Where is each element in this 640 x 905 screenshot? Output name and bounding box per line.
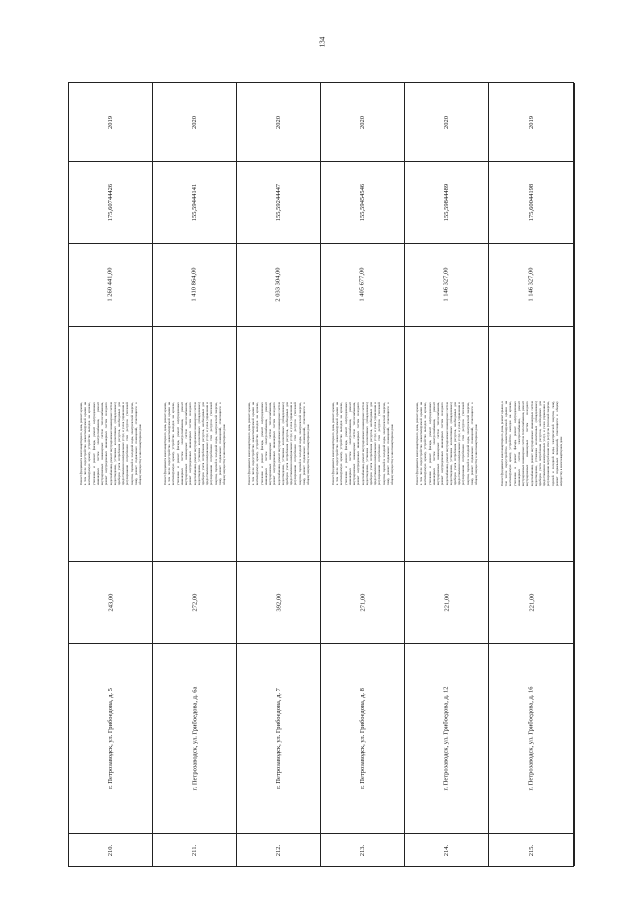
cell-work-description: Ремонт фундамента многоквартирного дома, ремонт крыши, в том числе переустройство невентилируемой крыши на вентилируемую крышу, устройство выходов на кровлю, утепление и ремонт фасада, ремонт внутридомовых инженерных систем электроснабжения, ремонт внутридомовых инженерных систем теплоснабжения, ремонт внутридомовых инженерных систем холодного водоснабжения, ремонт внутридомовых инженерных систем водоотведения, установка коллективных (общедомовых) приборов учета потребления ресурсов, необходимых для предоставления коммунальных услуг, и узлов управления и регулирования потребления этих ресурсов (тепловой энергии, горячей и холодной воды, электрической энергии, газа), ремонт подвальных помещений, относящихся к общему имуществу в многоквартирном доме	[499, 401, 563, 486]
cell-year: 2020	[191, 115, 198, 129]
cell-year: 2020	[359, 115, 366, 129]
cell-row-number: 213.	[359, 844, 366, 857]
cell-work-description: Ремонт фундамента многоквартирного дома, ремонт крыши, в том числе переустройство невентилируемой крыши на вентилируемую крышу, устройство выходов на кровлю, утепление и ремонт фасада, ремонт внутридомовых инженерных систем электроснабжения, ремонт внутридомовых инженерных систем теплоснабжения, ремонт внутридомовых инженерных систем холодного водоснабжения, ремонт внутридомовых инженерных систем водоотведения, установка коллективных (общедомовых) приборов учета потребления ресурсов, необходимых для предоставления коммунальных услуг, и узлов управления и регулирования потребления этих ресурсов (тепловой энергии, горячей и холодной воды, электрической энергии, газа), ремонт подвальных помещений, относящихся к общему имуществу в многоквартирном доме	[162, 402, 226, 485]
cell-year: 2019	[107, 115, 114, 129]
cell-specific-cost: 155,59454546	[359, 183, 366, 221]
table-row	[321, 83, 405, 866]
cell-total-cost: 1 405 677,00	[359, 267, 366, 302]
table-rule	[69, 643, 573, 644]
cell-row-number: 210.	[107, 844, 114, 857]
cell-address: г. Петрозаводск, ул. Грибоедова, д. 8	[359, 687, 366, 789]
cell-work-description: Ремонт фундамента многоквартирного дома, ремонт крыши, в том числе переустройство невентилируемой крыши на вентилируемую крышу, устройство выходов на кровлю, утепление и ремонт фасада, ремонт внутридомовых инженерных систем электроснабжения, ремонт внутридомовых инженерных систем теплоснабжения, ремонт внутридомовых инженерных систем холодного водоснабжения, ремонт внутридомовых инженерных систем водоотведения, установка коллективных (общедомовых) приборов учета потребления ресурсов, необходимых для предоставления коммунальных услуг, и узлов управления и регулирования потребления этих ресурсов (тепловой энергии, горячей и холодной воды, электрической энергии, газа), ремонт подвальных помещений, относящихся к общему имуществу в многоквартирном доме	[414, 402, 478, 485]
cell-area: 271,00	[359, 593, 366, 611]
cell-row-number: 211.	[190, 844, 198, 857]
cell-total-cost: 1 146 327,00	[443, 267, 450, 302]
cell-row-number: 214.	[443, 844, 450, 857]
table-row	[69, 83, 153, 866]
cell-area: 243,00	[107, 593, 114, 611]
cell-specific-cost: 175,60744426	[107, 183, 114, 221]
cell-address: г. Петрозаводск, ул. Грибоедова, д. 5	[107, 687, 114, 789]
cell-specific-cost: 155,59844489	[443, 183, 450, 221]
table-rule	[69, 561, 573, 562]
cell-address: г. Петрозаводск, ул. Грибоедова, д. 7	[275, 687, 282, 789]
cell-year: 2020	[443, 115, 450, 129]
table-row	[237, 83, 321, 866]
table-row	[405, 83, 489, 866]
cell-specific-cost: 175,60044198	[528, 183, 535, 221]
rotated-table	[68, 82, 574, 867]
cell-year: 2019	[528, 115, 535, 129]
cell-area: 392,00	[275, 593, 282, 611]
cell-address: г. Петрозаводск, ул. Грибоедова, д. 12	[443, 685, 450, 791]
cell-work-description: Ремонт фундамента многоквартирного дома, ремонт крыши, в том числе переустройство невентилируемой крыши на вентилируемую крышу, устройство выходов на кровлю, утепление и ремонт фасада, ремонт внутридомовых инженерных систем электроснабжения, ремонт внутридомовых инженерных систем теплоснабжения, ремонт внутридомовых инженерных систем холодного водоснабжения, ремонт внутридомовых инженерных систем водоотведения, установка коллективных (общедомовых) приборов учета потребления ресурсов, необходимых для предоставления коммунальных услуг, и узлов управления и регулирования потребления этих ресурсов (тепловой энергии, горячей и холодной воды, электрической энергии, газа), ремонт подвальных помещений, относящихся к общему имуществу в многоквартирном доме	[246, 402, 310, 485]
cell-work-description: Ремонт фундамента многоквартирного дома, ремонт крыши, в том числе переустройство невентилируемой крыши на вентилируемую крышу, устройство выходов на кровлю, утепление и ремонт фасада, ремонт внутридомовых инженерных систем электроснабжения, ремонт внутридомовых инженерных систем теплоснабжения, ремонт внутридомовых инженерных систем холодного водоснабжения, ремонт внутридомовых инженерных систем водоотведения, установка коллективных (общедомовых) приборов учета потребления ресурсов, необходимых для предоставления коммунальных услуг, и узлов управления и регулирования потребления этих ресурсов (тепловой энергии, горячей и холодной воды, электрической энергии, газа), ремонт подвальных помещений, относящихся к общему имуществу в многоквартирном доме	[78, 402, 142, 485]
cell-area: 221,00	[528, 593, 535, 611]
table-rule	[69, 326, 573, 327]
cell-area: 272,00	[191, 593, 198, 611]
table-row	[153, 83, 237, 866]
cell-address: г. Петрозаводск, ул. Грибоедова, д. 16	[528, 685, 535, 791]
cell-total-cost: 1 260 441,00	[107, 267, 114, 302]
cell-specific-cost: 155,59444141	[191, 183, 198, 221]
table-rule	[69, 161, 573, 162]
table-rule	[69, 243, 573, 244]
cell-total-cost: 1 146 327,00	[528, 267, 535, 302]
cell-specific-cost: 155,59244447	[275, 183, 282, 221]
cell-total-cost: 2 033 304,00	[275, 267, 282, 302]
cell-year: 2020	[275, 115, 282, 129]
cell-row-number: 215.	[528, 844, 535, 857]
cell-total-cost: 1 410 864,00	[191, 267, 198, 302]
table-rule	[69, 833, 573, 834]
cell-area: 221,00	[443, 593, 450, 611]
page-number: 134	[318, 36, 326, 48]
cell-row-number: 212.	[275, 844, 282, 857]
table-row	[489, 83, 575, 866]
cell-address: г. Петрозаводск, ул. Грибоедова, д. 6а	[191, 686, 199, 790]
cell-work-description: Ремонт фундамента многоквартирного дома, ремонт крыши, в том числе переустройство невентилируемой крыши на вентилируемую крышу, устройство выходов на кровлю, утепление и ремонт фасада, ремонт внутридомовых инженерных систем электроснабжения, ремонт внутридомовых инженерных систем теплоснабжения, ремонт внутридомовых инженерных систем холодного водоснабжения, ремонт внутридомовых инженерных систем водоотведения, установка коллективных (общедомовых) приборов учета потребления ресурсов, необходимых для предоставления коммунальных услуг, и узлов управления и регулирования потребления этих ресурсов (тепловой энергии, горячей и холодной воды, электрической энергии, газа), ремонт подвальных помещений, относящихся к общему имуществу в многоквартирном доме	[330, 402, 394, 485]
